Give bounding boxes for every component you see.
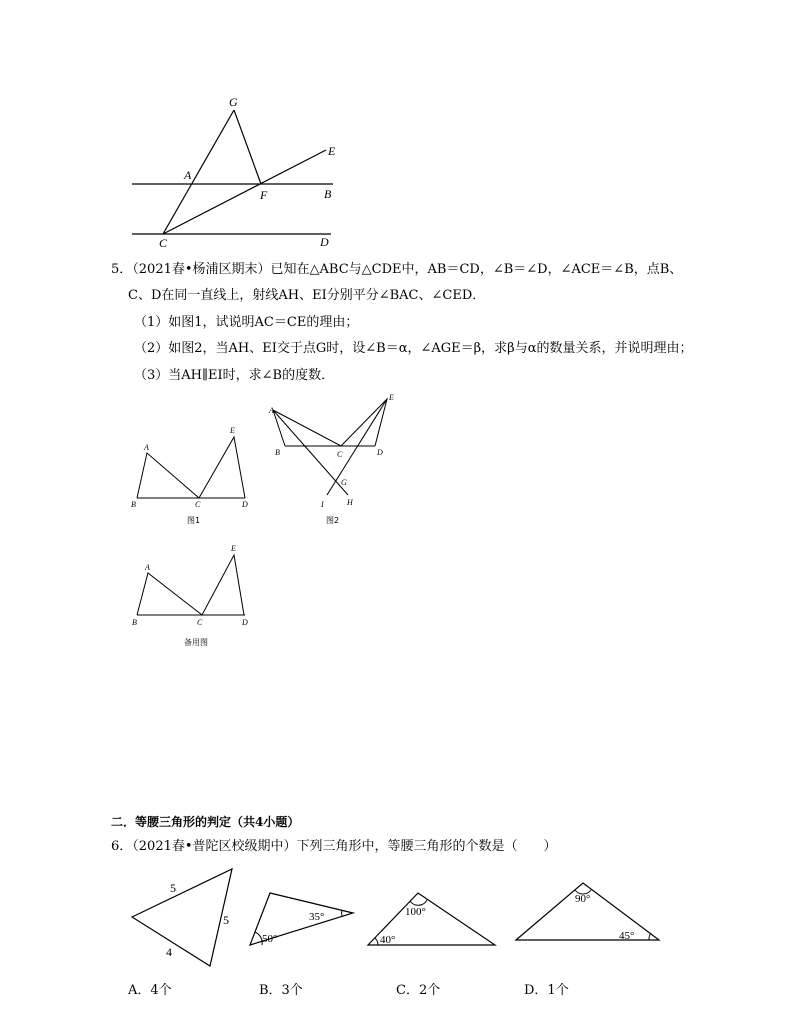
fig3-label-e: E [231, 544, 236, 553]
option-b: B．3个 [259, 983, 303, 998]
fig3-label-c: C [197, 618, 203, 627]
tri2-angle-50: 50° [262, 933, 278, 945]
fig1-label-b: B [131, 500, 136, 509]
tri3-angle-40: 40° [380, 934, 396, 946]
fig1-label-a: A [144, 443, 149, 452]
fig2-caption: 图2 [326, 516, 340, 525]
fig2-label-h: H [347, 498, 353, 507]
fig2-label-a: A [269, 406, 274, 415]
section2-heading: 二．等腰三角形的判定（共4小题） [111, 815, 300, 829]
option-c: C．2个 [396, 983, 441, 998]
label-g: G [229, 95, 238, 109]
fig2-label-b: B [275, 448, 280, 457]
fig1-label-e: E [230, 426, 235, 435]
label-f: F [260, 188, 268, 202]
problem5-question1: （1）如图1，试说明AC＝CE的理由； [134, 315, 359, 330]
problem5-question2: （2）如图2，当AH、EI交于点G时，设∠B＝α，∠AGE＝β，求β与α的数量关系，并说明理由； [134, 341, 693, 356]
problem5-line2: C、D在同一直线上，射线AH、EI分别平分∠BAC、∠CED． [128, 288, 486, 303]
label-c: C [159, 236, 168, 250]
fig3-caption: 备用图 [184, 638, 208, 647]
fig2-label-d: D [377, 448, 383, 457]
tri1-side-a: 5 [170, 881, 176, 895]
tri4-angle-90: 90° [575, 893, 591, 905]
problem5-line1: 5．（2021春•杨浦区期末）已知在△ABC与△CDE中，AB＝CD，∠B＝∠D，∠ACE＝∠B，点B、 [111, 262, 683, 277]
label-b: B [324, 187, 332, 201]
tri1-side-c: 4 [166, 945, 172, 959]
fig2-label-e: E [389, 393, 394, 402]
tri2-angle-35: 35° [309, 911, 325, 923]
label-a: A [184, 168, 192, 182]
tri1-side-b: 5 [223, 913, 229, 927]
option-a: A．4个 [128, 983, 172, 998]
fig2-label-i: I [321, 500, 324, 509]
fig2-label-g: G [341, 478, 347, 487]
fig3-label-b: B [132, 618, 137, 627]
label-d: D [320, 235, 329, 249]
fig2-label-c: C [337, 450, 343, 459]
fig1-label-d: D [242, 500, 248, 509]
label-e: E [328, 144, 336, 158]
tri4-angle-45: 45° [619, 930, 635, 942]
fig3-label-a: A [145, 563, 150, 572]
fig1-label-c: C [195, 500, 201, 509]
fig3-label-d: D [242, 618, 248, 627]
option-d: D．1个 [524, 983, 569, 998]
fig1-caption: 图1 [187, 516, 201, 525]
tri3-angle-100: 100° [405, 906, 426, 918]
problem6-stem: 6．（2021春•普陀区校级期中）下列三角形中，等腰三角形的个数是（ ） [111, 839, 557, 854]
problem5-question3: （3）当AH∥EI时，求∠B的度数． [134, 368, 335, 383]
